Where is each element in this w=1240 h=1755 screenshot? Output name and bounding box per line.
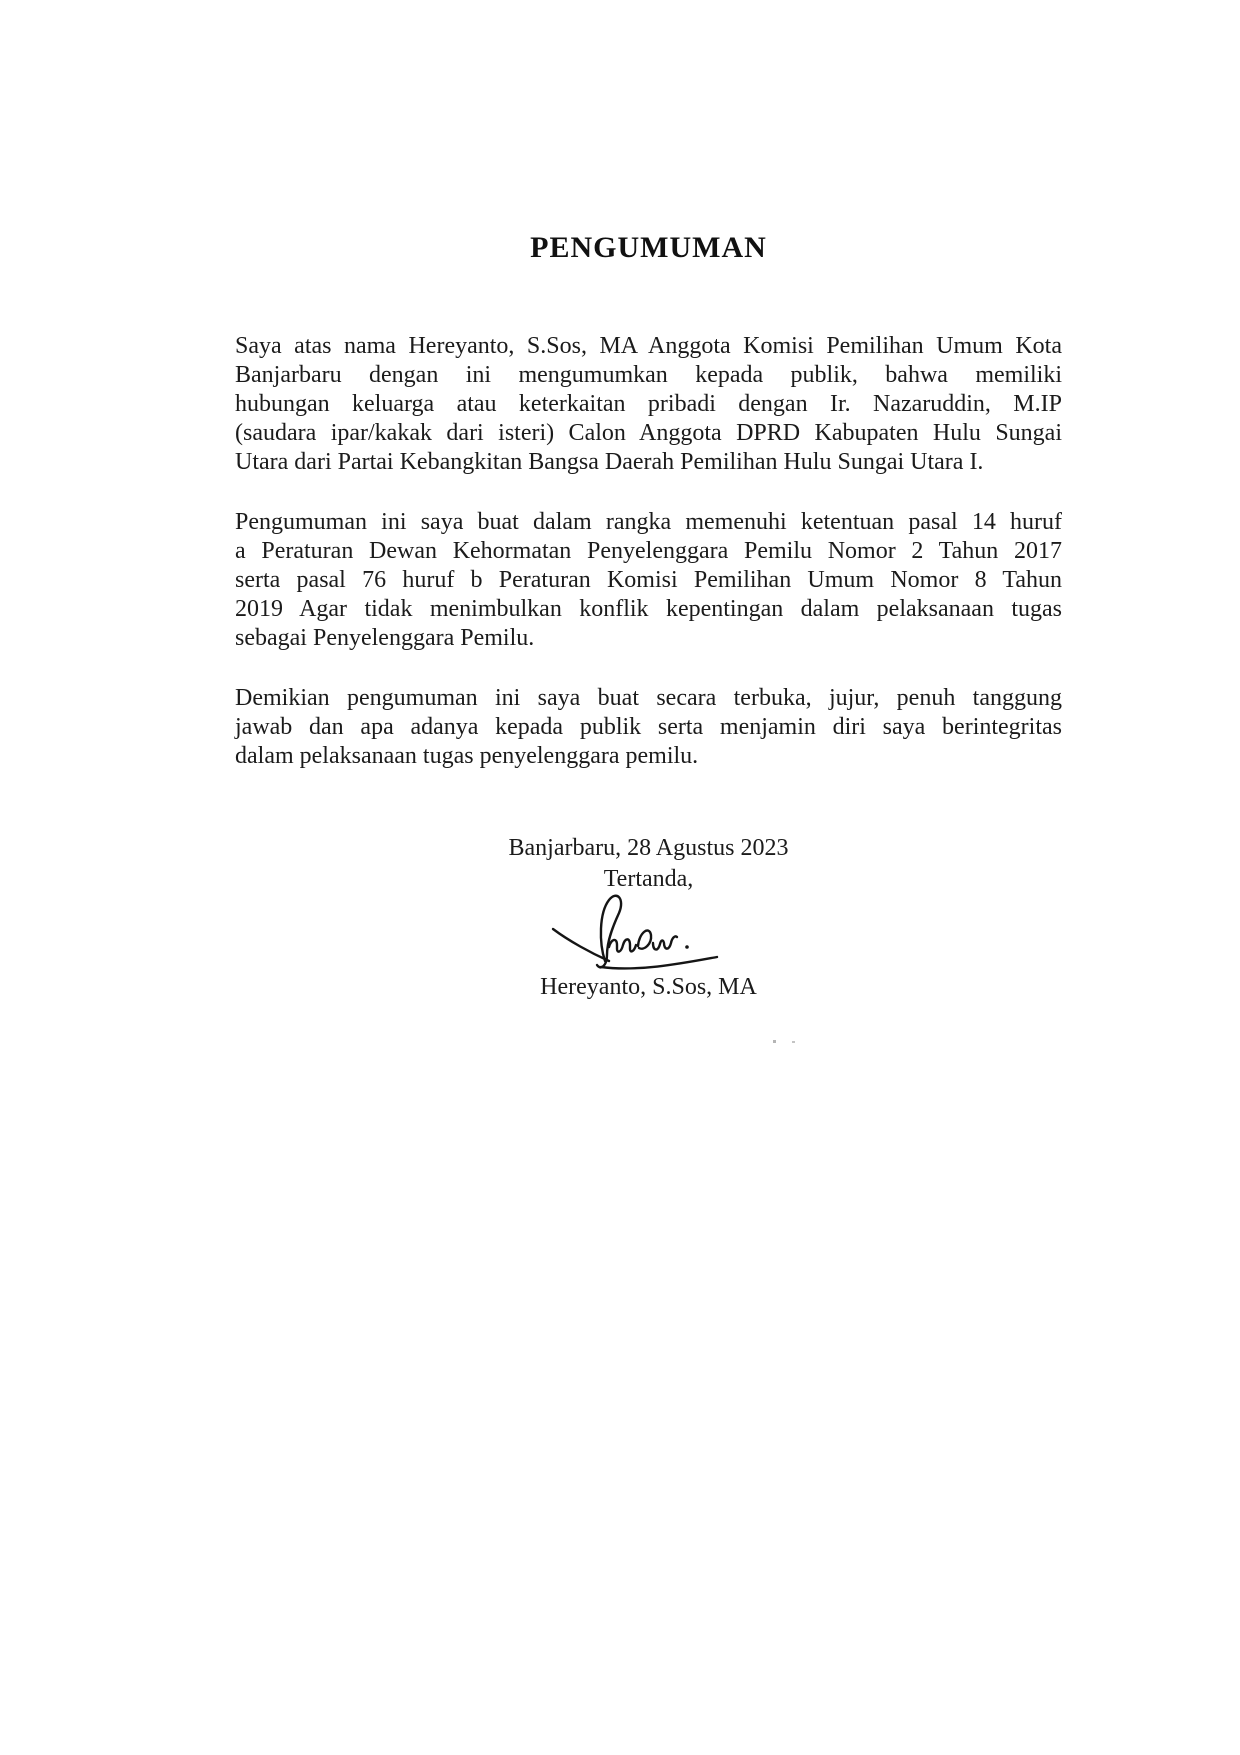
text-line: serta pasal 76 huruf b Peraturan Komisi Pemilihan Umum Nomor 8 Tahun [235, 567, 1062, 593]
text-line: Utara dari Partai Kebangkitan Bangsa Daerah Pemilihan Hulu Sungai Utara I. [235, 449, 984, 475]
handwritten-signature-icon [549, 891, 724, 976]
signature-label: Tertanda, [603, 866, 694, 892]
signatory-name: Hereyanto, S.Sos, MA [540, 974, 757, 1000]
text-line: Demikian pengumuman ini saya buat secara terbuka, jujur, penuh tanggung [235, 685, 1062, 711]
paragraph [235, 508, 1062, 653]
text-line: a Peraturan Dewan Kehormatan Penyelenggara Pemilu Nomor 2 Tahun 2017 [235, 538, 1062, 564]
document-title: PENGUMUMAN [530, 231, 767, 264]
document-body [235, 332, 1062, 802]
paragraph [235, 684, 1062, 771]
text-line: hubungan keluarga atau keterkaitan pribadi dengan Ir. Nazaruddin, M.IP [235, 391, 1062, 417]
signature-place-date: Banjarbaru, 28 Agustus 2023 [508, 835, 789, 861]
text-line: (saudara ipar/kakak dari isteri) Calon Anggota DPRD Kabupaten Hulu Sungai [235, 420, 1062, 446]
text-line: sebagai Penyelenggara Pemilu. [235, 625, 535, 651]
paragraph [235, 332, 1062, 477]
signature-wrap [235, 891, 1062, 973]
text-line: Saya atas nama Hereyanto, S.Sos, MA Anggota Komisi Pemilihan Umum Kota [235, 333, 1062, 359]
scan-artifact-dot [773, 1040, 776, 1043]
signature-block [235, 833, 1062, 1002]
text-line: 2019 Agar tidak menimbulkan konflik kepentingan dalam pelaksanaan tugas [235, 596, 1062, 622]
text-line: Banjarbaru dengan ini mengumumkan kepada publik, bahwa memiliki [235, 362, 1062, 388]
text-line: Pengumuman ini saya buat dalam rangka memenuhi ketentuan pasal 14 huruf [235, 509, 1062, 535]
scan-artifact-dot [792, 1041, 795, 1043]
text-line: jawab dan apa adanya kepada publik serta menjamin diri saya berintegritas [235, 714, 1062, 740]
text-line: dalam pelaksanaan tugas penyelenggara pemilu. [235, 743, 699, 769]
